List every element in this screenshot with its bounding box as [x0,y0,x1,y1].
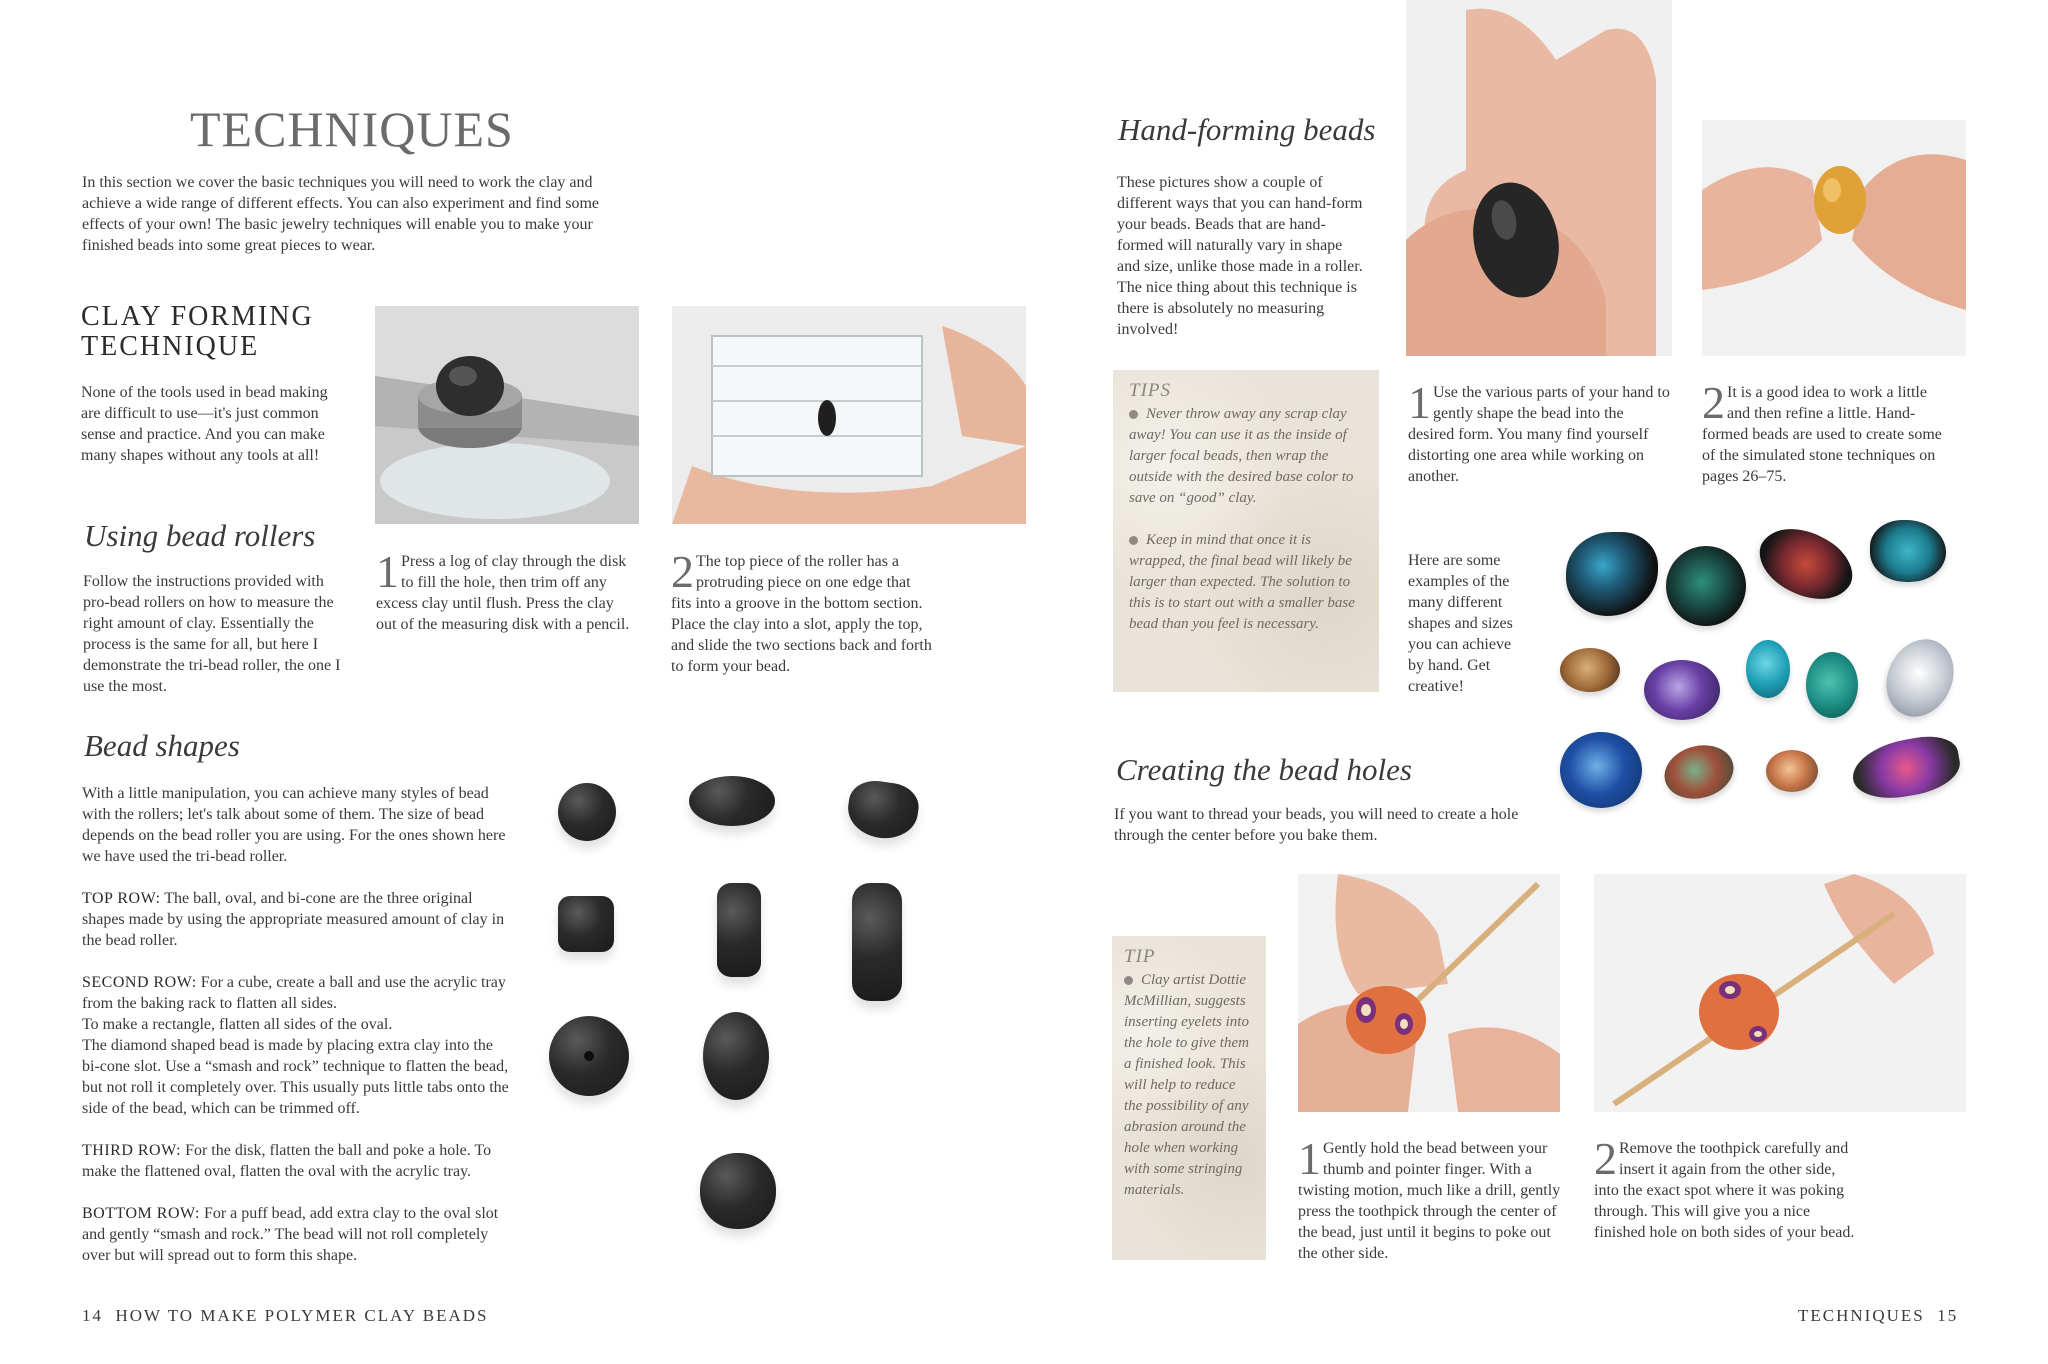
bead-shapes-text [82,783,514,1266]
hand-step-1 [1408,377,1672,487]
measuring-disk-illustration [375,306,639,524]
tip-content [1124,970,1254,1201]
tips-box [1113,370,1379,692]
roller-step-1-text: Press a log of clay through the disk to fill the hole, then trim off any excess clay until flush. Press the clay out of the measuring disk with a pencil. [376,553,630,633]
roller-step-1-number: 1 [376,546,399,597]
hand-step-2 [1702,377,1952,487]
example-bead-5 [1560,648,1620,692]
bead-holes-text: If you want to thread your beads, you will need to create a hole through the center before you bake them. [1114,806,1519,844]
tips-heading: TIPS [1129,380,1171,401]
tip-box [1112,936,1266,1260]
bead-oval [689,776,775,826]
toothpick-step-2-illustration [1594,874,1966,1112]
bead-bi-cone [844,777,921,842]
photo-bead-roller [672,306,1026,524]
bead-rollers-heading: Using bead rollers [84,518,316,553]
hand-step-1-text: Use the various parts of your hand to gently shape the bead into the desired form. You many find yourself distorting one area while working on another. [1408,384,1670,485]
bead-roller-illustration [672,306,1026,524]
hole-step-1 [1298,1133,1562,1264]
tip-bullet-icon [1124,976,1133,985]
example-bead-9 [1874,628,1966,728]
example-bead-12 [1766,750,1818,792]
clay-forming-heading [81,302,371,362]
tip-1-text: Never throw away any scrap clay away! You can use it as the inside of larger focal beads, then wrap the outside with the desired base color to save on “good” clay. [1129,406,1354,506]
hand-step-1-number: 1 [1408,377,1431,428]
second-row-text-2: To make a rectangle, flatten all sides of the oval. [82,1016,393,1033]
second-row-label: SECOND ROW: [82,974,197,991]
clay-forming-heading-line1: CLAY FORMING [81,301,314,332]
photo-fingers-refining [1702,120,1966,356]
tip-2-text: Keep in mind that once it is wrapped, the final bead will likely be larger than expected. The solution to this is to start out with a smaller base bead than you feel is necessary. [1129,532,1355,632]
bead-diamond [852,883,902,1001]
second-row-text: For a cube, create a ball and use the acrylic tray from the baking rack to flatten all sides. [82,974,506,1012]
bead-rollers-text: Follow the instructions provided with pro-bead rollers on how to measure the right amount of clay. Essentially the process is the same for all, but here I demonstrate the tri-bead roller, the one I use the most. [83,573,341,695]
example-bead-10 [1560,732,1642,808]
roller-step-2 [671,546,935,677]
hand-shaping-illustration [1406,0,1672,356]
roller-step-1 [376,546,634,635]
third-row-description [82,1140,514,1182]
left-footer [82,1306,489,1326]
roller-step-2-text: The top piece of the roller has a protruding piece on one edge that fits into a groove in the bottom section. Place the clay into a slot, apply the top, and slide the two sections back and forth to form your bead. [671,553,932,675]
example-bead-11 [1658,738,1739,806]
clay-forming-heading-line2: TECHNIQUE [81,331,260,362]
bead-disk [549,1016,629,1096]
fingers-refining-illustration [1702,120,1966,356]
photo-measuring-disk [375,306,639,524]
photo-toothpick-step-1 [1298,874,1560,1112]
bottom-row-description [82,1203,514,1266]
example-bead-7 [1746,640,1790,698]
right-footer-title: TECHNIQUES [1798,1306,1925,1325]
clay-forming-text: None of the tools used in bead making are difficult to use—it's just common sense and practice. And you can make many shapes without any tools at all! [81,384,328,464]
hand-forming-heading: Hand-forming beads [1118,112,1376,147]
left-page-number: 14 [82,1306,103,1325]
third-row-label: THIRD ROW: [82,1142,182,1159]
top-row-label: TOP ROW: [82,890,161,907]
toothpick-step-1-illustration [1298,874,1560,1112]
third-row-text: For the disk, flatten the ball and poke a hole. To make the flattened oval, flatten the oval with the acrylic tray. [82,1142,492,1180]
left-footer-title: HOW TO MAKE POLYMER CLAY BEADS [115,1306,489,1325]
hole-step-1-number: 1 [1298,1133,1321,1184]
hand-step-2-text: It is a good idea to work a little and then refine a little. Hand-formed beads are used to create some of the simulated stone techniques on pages 26–75. [1702,384,1942,485]
example-bead-13 [1848,731,1964,805]
top-row-description [82,888,514,951]
tip-1-bullet-icon [1129,410,1138,419]
right-page-number: 15 [1937,1306,1959,1325]
bead-rectangle [717,883,761,977]
tip-2-bullet-icon [1129,536,1138,545]
top-row-text: The ball, oval, and bi-cone are the three original shapes made by using the appropriate measured amount of clay in the bead roller. [82,890,505,949]
bead-cube [558,896,614,952]
hand-forming-text: These pictures show a couple of different ways that you can hand-form your beads. Beads that are hand-formed will naturally vary in shape and size, unlike those made in a roller. The nice thing about this technique is there is absolutely no measuring involved! [1117,174,1363,338]
tip-2 [1129,530,1363,635]
page-title: TECHNIQUES [190,101,514,157]
bead-shapes-heading: Bead shapes [84,728,240,763]
bottom-row-label: BOTTOM ROW: [82,1205,200,1222]
hole-step-2-number: 2 [1594,1133,1617,1184]
bottom-row-text: For a puff bead, add extra clay to the oval slot and gently “smash and rock.” The bead will not roll completely over but will spread out to form this shape. [82,1205,499,1264]
bead-holes-heading: Creating the bead holes [1116,752,1412,787]
right-footer [1798,1306,1958,1326]
tip-1 [1129,404,1363,509]
example-bead-6 [1644,660,1720,720]
bead-puff [700,1153,776,1229]
example-bead-3 [1748,510,1863,617]
hole-step-1-text: Gently hold the bead between your thumb and pointer finger. With a twisting motion, much like a drill, gently press the toothpick through the center of the bead, just until it begins to poke out the other side. [1298,1140,1561,1262]
example-bead-4 [1870,520,1946,582]
second-row-text-3: The diamond shaped bead is made by placing extra clay into the bi-cone slot. Use a “smash and rock” technique to flatten the bead, but not roll it completely over. This usually puts little tabs onto the side of the bead, which can be trimmed off. [82,1037,509,1117]
intro-paragraph: In this section we cover the basic techniques you will need to work the clay and achieve a wide range of different effects. You can also experiment and find some effects of your own! The basic jewelry techniques will enable you to make your finished beads into some great pieces to wear. [82,174,599,254]
hole-step-2 [1594,1133,1858,1243]
example-bead-8 [1806,652,1858,718]
roller-step-2-number: 2 [671,546,694,597]
second-row-description [82,972,514,1014]
photo-hand-shaping [1406,0,1672,356]
example-bead-1 [1566,532,1658,616]
photo-toothpick-step-2 [1594,874,1966,1112]
bead-disk-hole [584,1051,594,1061]
bead-flattened-oval [703,1012,769,1100]
hand-step-2-number: 2 [1702,377,1725,428]
bead-shapes-intro: With a little manipulation, you can achieve many styles of bead with the rollers; let's talk about some of them. The size of bead depends on the bead roller you are using. For the ones shown here we have used the tri-bead roller. [82,785,506,865]
bead-ball [558,783,616,841]
tip-heading: TIP [1124,946,1156,967]
example-bead-2 [1666,546,1746,626]
hole-step-2-text: Remove the toothpick carefully and insert it again from the other side, into the exact spot where it was poking through. This will give you a nice finished hole on both sides of your bead. [1594,1140,1855,1241]
examples-text: Here are some examples of the many different shapes and sizes you can achieve by hand. Get creative! [1408,552,1513,695]
tip-text: Clay artist Dottie McMillian, suggests inserting eyelets into the hole to give them a finished look. This will help to reduce the possibility of any abrasion around the hole when working with some stringing materials. [1124,972,1249,1198]
